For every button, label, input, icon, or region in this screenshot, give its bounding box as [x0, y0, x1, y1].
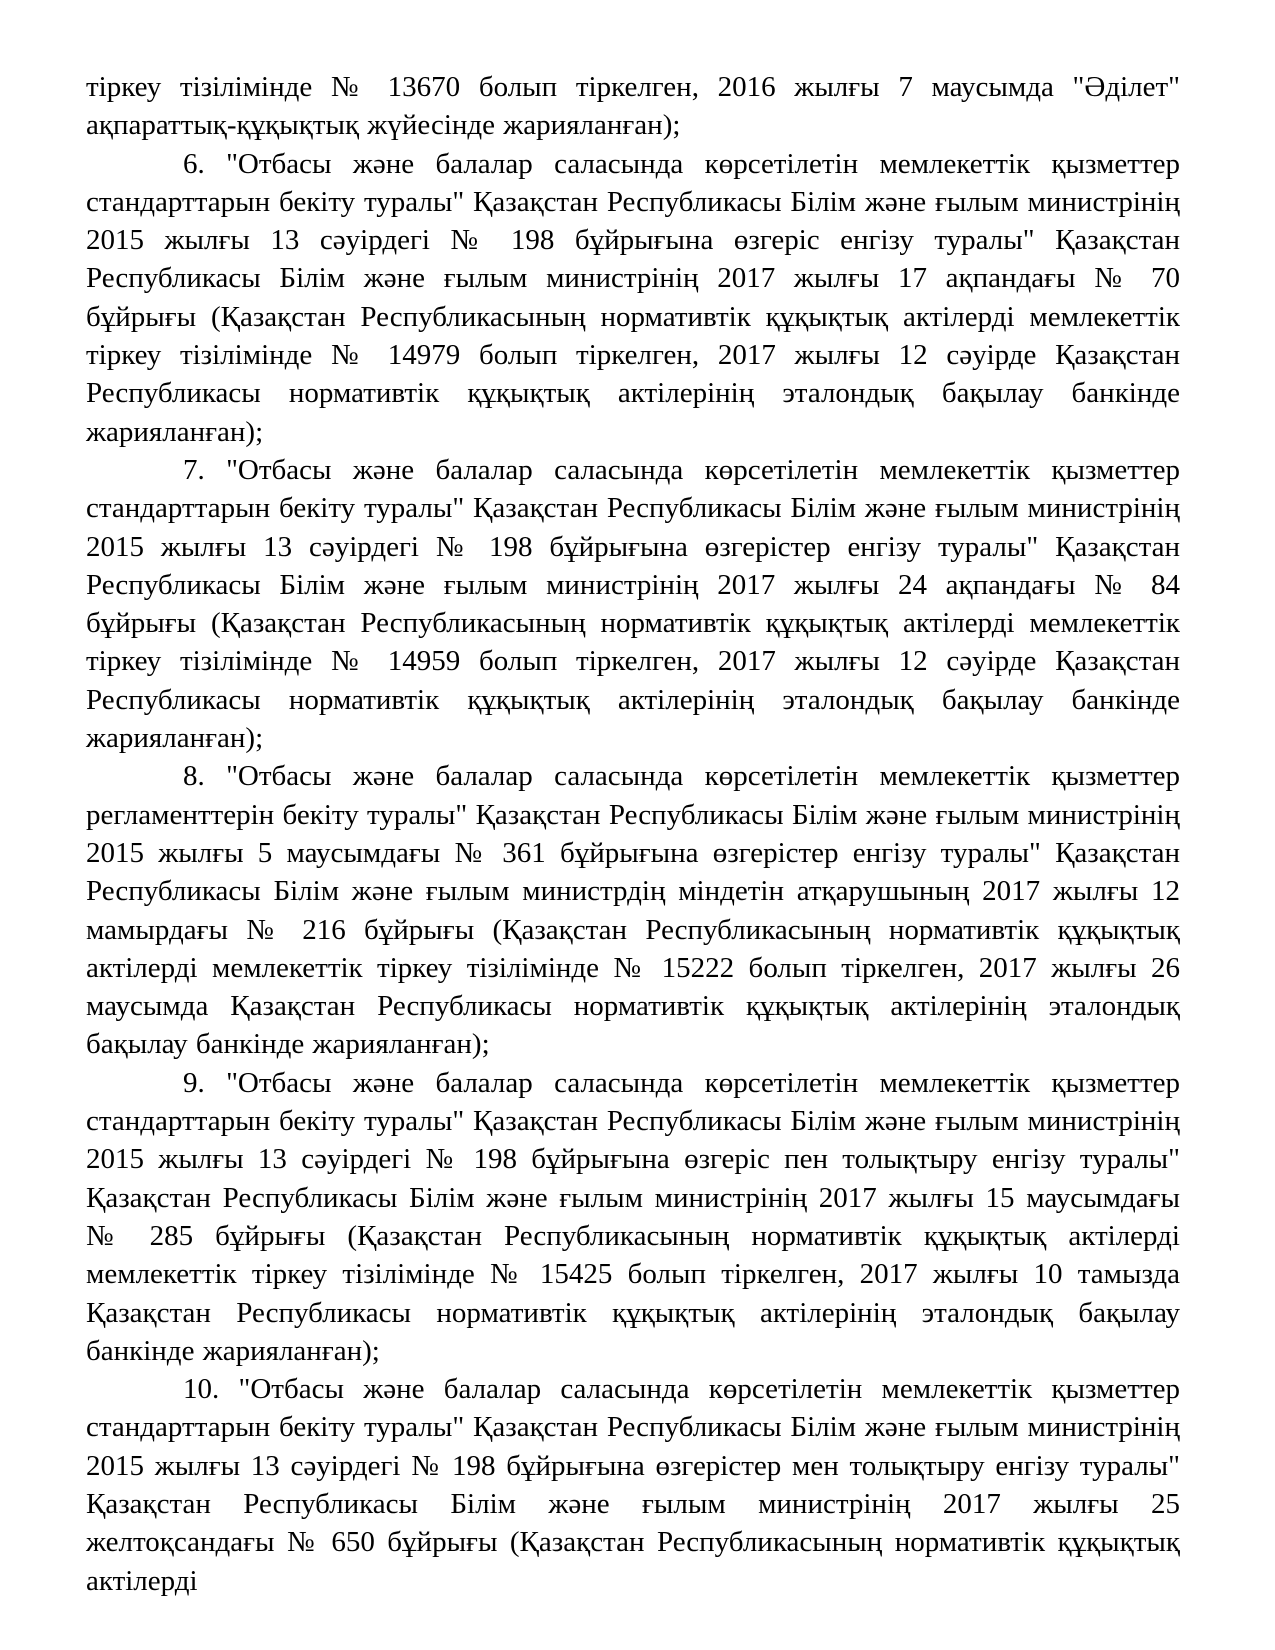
paragraph-item-6: 6. "Отбасы және балалар саласында көрсетілетін мемлекеттік қызметтер стандарттарын бекіту туралы" Қазақстан Республикасы Білім және ғылым министрінің 2015 жылғы 13 сәуірдегі № 198 бұйрығына өзгеріс енгізу туралы" Қазақстан Республикасы Білім және ғылым министрінің 2017 жылғы 17 ақпандағы № 70 бұйрығы (Қазақстан Республикасының нормативтік құқықтық актілерді мемлекеттік тіркеу тізілімінде № 14979 болып тіркелген, 2017 жылғы 12 сәуірде Қазақстан Республикасы нормативтік құқықтық актілерінің эталондық бақылау банкінде жарияланған); [86, 147, 1180, 448]
document-body [86, 68, 1180, 1600]
paragraph-item-8: 8. "Отбасы және балалар саласында көрсетілетін мемлекеттік қызметтер регламенттерін бекіту туралы" Қазақстан Республикасы Білім және ғылым министрінің 2015 жылғы 5 маусымдағы № 361 бұйрығына өзгерістер енгізу туралы" Қазақстан Республикасы Білім және ғылым министрдің міндетін атқарушының 2017 жылғы 12 мамырдағы № 216 бұйрығы (Қазақстан Республикасының нормативтік құқықтық актілерді мемлекеттік тіркеу тізілімінде № 15222 болып тіркелген, 2017 жылғы 26 маусымда Қазақстан Республикасы нормативтік құқықтық актілерінің эталондық бақылау банкінде жарияланған); [86, 760, 1180, 1061]
paragraph-item-5-continuation: тіркеу тізілімінде № 13670 болып тіркелген, 2016 жылғы 7 маусымда "Әділет" ақпараттық-құқықтық жүйесінде жарияланған); [86, 71, 1180, 142]
paragraph-item-10: 10. "Отбасы және балалар саласында көрсетілетін мемлекеттік қызметтер стандарттарын бекіту туралы" Қазақстан Республикасы Білім және ғылым министрінің 2015 жылғы 13 сәуірдегі № 198 бұйрығына өзгерістер мен толықтыру енгізу туралы" Қазақстан Республикасы Білім және ғылым министрінің 2017 жылғы 25 желтоқсандағы № 650 бұйрығы (Қазақстан Республикасының нормативтік құқықтық актілерді [86, 1373, 1180, 1597]
paragraph-item-9: 9. "Отбасы және балалар саласында көрсетілетін мемлекеттік қызметтер стандарттарын бекіту туралы" Қазақстан Республикасы Білім және ғылым министрінің 2015 жылғы 13 сәуірдегі № 198 бұйрығына өзгеріс пен толықтыру енгізу туралы" Қазақстан Республикасы Білім және ғылым министрінің 2017 жылғы 15 маусымдағы № 285 бұйрығы (Қазақстан Республикасының нормативтік құқықтық актілерді мемлекеттік тіркеу тізілімінде № 15425 болып тіркелген, 2017 жылғы 10 тамызда Қазақстан Республикасы нормативтік құқықтық актілерінің эталондық бақылау банкінде жарияланған); [86, 1066, 1180, 1367]
paragraph-item-7: 7. "Отбасы және балалар саласында көрсетілетін мемлекеттік қызметтер стандарттарын бекіту туралы" Қазақстан Республикасы Білім және ғылым министрінің 2015 жылғы 13 сәуірдегі № 198 бұйрығына өзгерістер енгізу туралы" Қазақстан Республикасы Білім және ғылым министрінің 2017 жылғы 24 ақпандағы № 84 бұйрығы (Қазақстан Республикасының нормативтік құқықтық актілерді мемлекеттік тіркеу тізілімінде № 14959 болып тіркелген, 2017 жылғы 12 сәуірде Қазақстан Республикасы нормативтік құқықтық актілерінің эталондық бақылау банкінде жарияланған); [86, 453, 1180, 755]
